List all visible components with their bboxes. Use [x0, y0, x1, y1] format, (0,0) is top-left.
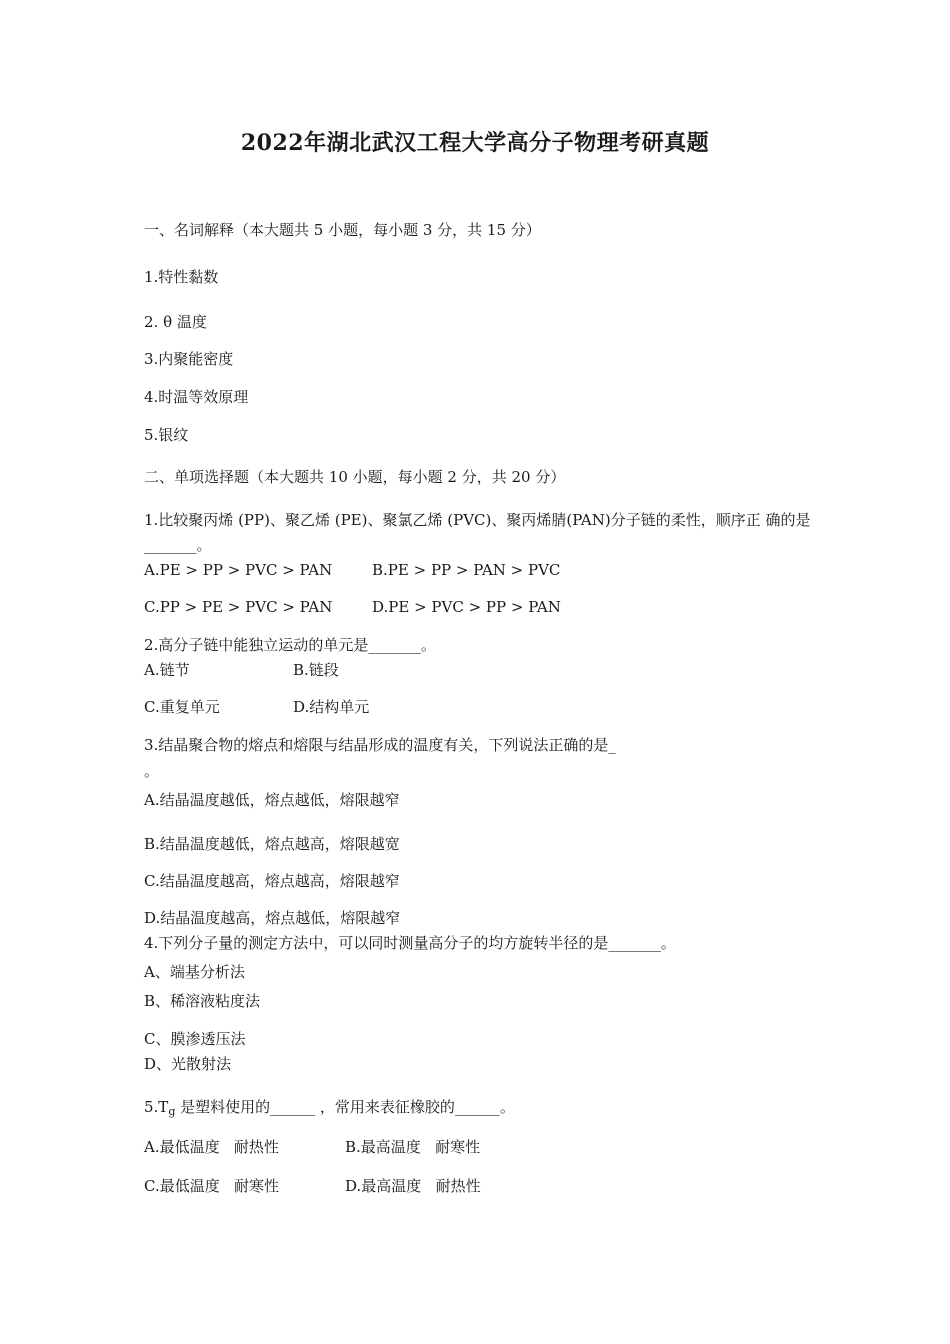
question-2-option-d: D.结构单元 [293, 698, 370, 716]
question-3-option-a: A.结晶温度越低，熔点越低，熔限越窄 [144, 791, 400, 809]
question-3-option-d: D.结晶温度越高，熔点越低，熔限越窄 [144, 909, 401, 927]
question-2-option-b: B.链段 [293, 661, 339, 679]
question-5-stem-post: 是塑料使用的______ ，常用来表征橡胶的______。 [175, 1098, 515, 1116]
question-3-option-b: B.结晶温度越低，熔点越高，熔限越宽 [144, 835, 400, 853]
question-1-option-c: C.PP > PE > PVC > PAN [144, 598, 333, 616]
question-3-stem-end: 。 [144, 762, 160, 780]
question-3-stem: 3.结晶聚合物的熔点和熔限与结晶形成的温度有关，下列说法正确的是_ [144, 736, 616, 754]
term-item-2: 2. θ 温度 [144, 313, 207, 331]
page-title: 2022年湖北武汉工程大学高分子物理考研真题 [240, 130, 710, 156]
section1-heading: 一、名词解释（本大题共 5 小题，每小题 3 分，共 15 分） [144, 221, 541, 239]
question-5-stem-subscript: g [168, 1105, 176, 1118]
question-1-option-d: D.PE > PVC > PP > PAN [372, 598, 561, 616]
question-5-option-d: D.最高温度 耐热性 [345, 1177, 481, 1195]
question-4-option-b: B、稀溶液粘度法 [144, 992, 261, 1010]
term-item-5: 5.银纹 [144, 426, 189, 444]
question-3-option-c: C.结晶温度越高，熔点越高，熔限越窄 [144, 872, 400, 890]
term-item-1: 1.特性黏数 [144, 268, 219, 286]
term-item-4: 4.时温等效原理 [144, 388, 249, 406]
question-4-stem: 4.下列分子量的测定方法中，可以同时测量高分子的均方旋转半径的是_______。 [144, 934, 676, 952]
question-5-option-c: C.最低温度 耐寒性 [144, 1177, 280, 1195]
question-5-stem [144, 1097, 515, 1122]
question-5-option-a: A.最低温度 耐热性 [144, 1138, 279, 1156]
question-5-option-b: B.最高温度 耐寒性 [345, 1138, 481, 1156]
question-1-option-a: A.PE > PP > PVC > PAN [144, 561, 333, 579]
question-4-option-d: D、光散射法 [144, 1055, 232, 1073]
term-item-3: 3.内聚能密度 [144, 350, 234, 368]
question-1-option-b: B.PE > PP > PAN > PVC [372, 561, 561, 579]
question-2-option-c: C.重复单元 [144, 698, 220, 716]
question-2-option-a: A.链节 [144, 661, 190, 679]
question-4-option-a: A、端基分析法 [144, 963, 245, 981]
question-4-option-c: C、膜渗透压法 [144, 1030, 246, 1048]
question-1-stem: 1.比较聚丙烯 (PP)、聚乙烯 (PE)、聚氯乙烯 (PVC)、聚丙烯腈(PAN)分子链的柔性，顺序正 确的是_______。 [144, 511, 811, 554]
question-2-stem: 2.高分子链中能独立运动的单元是_______。 [144, 636, 436, 654]
section2-heading: 二、单项选择题（本大题共 10 小题，每小题 2 分，共 20 分） [144, 468, 566, 486]
question-5-stem-pre: 5.T [144, 1098, 169, 1116]
